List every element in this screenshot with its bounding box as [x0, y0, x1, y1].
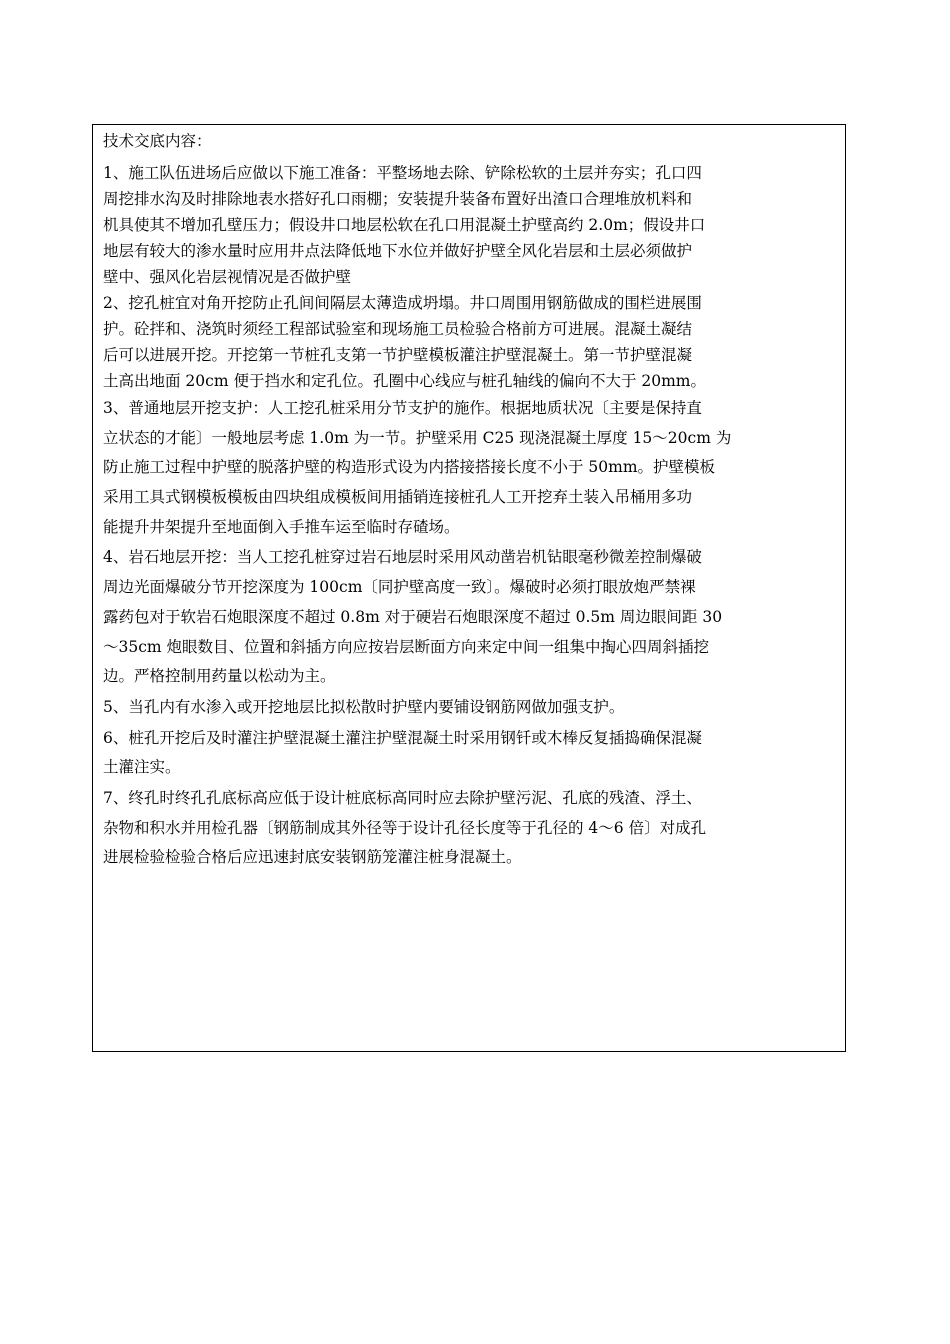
paragraph-line: ～35cm 炮眼数目、位置和斜插方向应按岩层断面方向来定中间一组集中掏心四周斜插挖	[103, 637, 710, 656]
paragraph-line: 壁中、强风化岩层视情况是否做护壁	[103, 268, 352, 286]
paragraph-line: 杂物和积水并用检孔器〔钢筋制成其外径等于设计孔径长度等于孔径的 4～6 倍〕对成孔	[103, 818, 707, 837]
paragraph-line: 4、岩石地层开挖：当人工挖孔桩穿过岩石地层时采用风动凿岩机钻眼毫秒微差控制爆破	[103, 548, 702, 567]
paragraph-line: 边。严格控制用药量以松动为主。	[103, 667, 336, 686]
paragraph-line: 6、桩孔开挖后及时灌注护壁混凝土灌注护壁混凝土时采用钢钎或木棒反复插捣确保混凝	[103, 728, 702, 747]
paragraph-line: 进展检验检验合格后应迅速封底安装钢筋笼灌注桩身混凝土。	[103, 848, 522, 867]
paragraph-line: 立状态的才能〕一般地层考虑 1.0m 为一节。护壁采用 C25 现浇混凝土厚度 15～20cm 为	[103, 428, 732, 447]
paragraph-line: 7、终孔时终孔孔底标高应低于设计桩底标高同时应去除护壁污泥、孔底的残渣、浮土、	[103, 788, 702, 807]
paragraph-line: 护。砼拌和、浇筑时须经工程部试验室和现场施工员检验合格前方可进展。混凝土凝结	[103, 320, 693, 338]
briefing-heading: 技术交底内容：	[103, 132, 212, 150]
paragraph-line: 地层有较大的渗水量时应用井点法降低地下水位并做好护壁全风化岩层和土层必须做护	[103, 242, 693, 260]
paragraph-3	[103, 394, 835, 542]
paragraph-line: 露药包对于软岩石炮眼深度不超过 0.8m 对于硬岩石炮眼深度不超过 0.5m 周边眼间距 30	[103, 607, 723, 626]
paragraph-line: 1、施工队伍进场后应做以下施工准备：平整场地去除、铲除松软的土层并夯实；孔口四	[103, 164, 702, 182]
paragraph-line: 防止施工过程中护壁的脱落护壁的构造形式设为内搭接搭接长度不小于 50mm。护壁模板	[103, 458, 716, 477]
paragraph-line: 周挖排水沟及时排除地表水搭好孔口雨棚；安装提升装备布置好出渣口合理堆放机料和	[103, 190, 693, 208]
paragraph-line: 周边光面爆破分节开挖深度为 100cm〔同护壁高度一致〕。爆破时必须打眼放炮严禁裸	[103, 578, 696, 597]
paragraph-line: 土高出地面 20cm 便于挡水和定孔位。孔圈中心线应与桩孔轴线的偏向不大于 20mm。	[103, 372, 707, 390]
paragraph-5	[103, 693, 835, 723]
paragraph-6	[103, 724, 835, 783]
paragraph-line: 后可以进展开挖。开挖第一节桩孔支第一节护壁模板灌注护壁混凝土。第一节护壁混凝	[103, 346, 693, 364]
paragraph-line: 3、普通地层开挖支护：人工挖孔桩采用分节支护的施作。根据地质状况〔主要是保持直	[103, 399, 702, 417]
paragraph-line: 2、挖孔桩宜对角开挖防止孔间间隔层太薄造成坍塌。井口周围用钢筋做成的围栏进展围	[103, 294, 702, 312]
paragraph-7	[103, 784, 835, 873]
paragraph-4	[103, 543, 835, 691]
paragraph-line: 土灌注实。	[103, 758, 181, 777]
paragraph-line: 能提升井架提升至地面倒入手推车运至临时存碴场。	[103, 517, 460, 536]
paragraph-line: 5、当孔内有水渗入或开挖地层比拟松散时护壁内要铺设钢筋网做加强支护。	[103, 697, 625, 716]
paragraph-line: 采用工具式钢模板模板由四块组成模板间用插销连接桩孔人工开挖弃土装入吊桶用多功	[103, 488, 693, 507]
paragraph-1	[103, 160, 835, 290]
technical-briefing-box	[92, 124, 846, 1052]
paragraph-line: 机具使其不增加孔壁压力；假设井口地层松软在孔口用混凝土护壁高约 2.0m；假设井口	[103, 216, 706, 234]
paragraph-2	[103, 290, 835, 394]
